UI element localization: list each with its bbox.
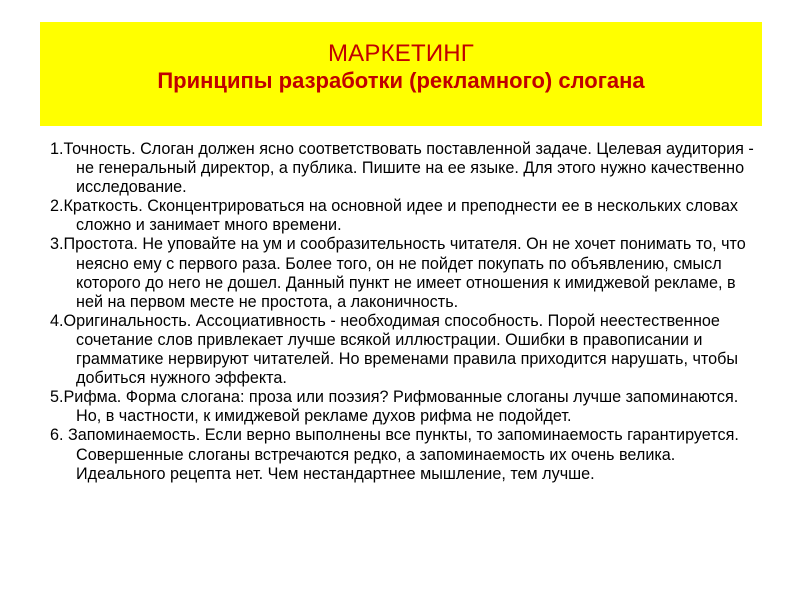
principles-list [50, 140, 760, 484]
principle-originality: 4.Оригинальность. Ассоциативность - необходимая способность. Порой неестественное сочетание слов привлекает лучше всякой иллюстрации. Ошибки в правописании и грамматике нервируют читателей. Но временами правила приходится нарушать, чтобы добиться нужного эффекта. [50, 311, 739, 388]
principle-rhyme: 5.Рифма. Форма слогана: проза или поэзия? Рифмованные слоганы лучше запоминаются. Но, в частности, к имиджевой рекламе духов рифма не подойдет. [50, 388, 739, 426]
principle-memorability: 6. Запоминаемость. Если верно выполнены все пункты, то запоминаемость гарантируется. Совершенные слоганы встречаются редко, а запоминаемость их очень велика. Идеального рецепта нет. Чем нестандартнее мышление, тем лучше. [50, 426, 739, 483]
principle-brevity: 2.Краткость. Сконцентрироваться на основной идее и преподнести ее в нескольких словах сложно и занимает много времени. [50, 197, 738, 235]
principle-accuracy: 1.Точность. Слоган должен ясно соответствовать поставленной задаче. Целевая аудитория - не генеральный директор, а публика. Пишите на ее языке. Для этого нужно качественно исследование. [50, 140, 754, 197]
slide-subtitle: Принципы разработки (рекламного) слогана [157, 68, 645, 93]
principle-simplicity: 3.Простота. Не уповайте на ум и сообразительность читателя. Он не хочет понимать то, что неясно ему с первого раза. Более того, он не пойдет покупать по объявлению, смысл которого до него не дошел. Данный пункт не имеет отношения к имиджевой рекламе, в ней на первом месте не простота, а лаконичность. [50, 235, 746, 311]
slide-title: МАРКЕТИНГ [327, 40, 475, 67]
title-box [40, 22, 762, 126]
